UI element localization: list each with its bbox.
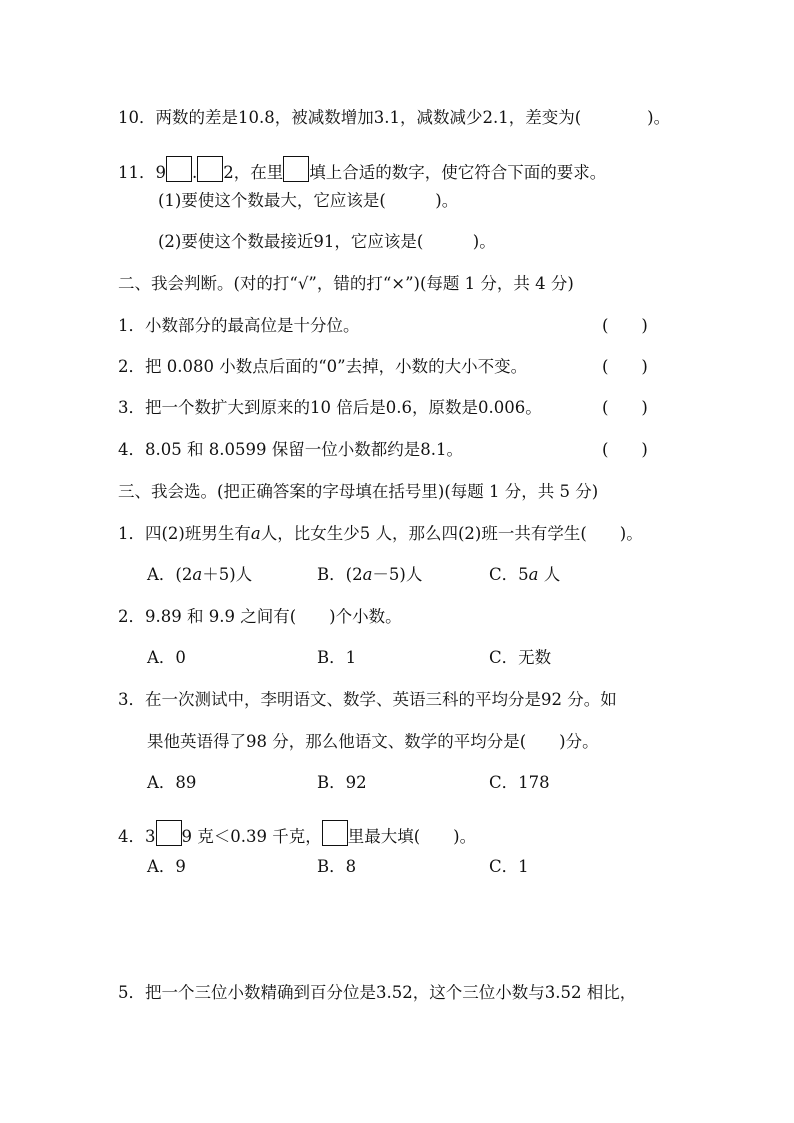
question-11 xyxy=(118,156,606,183)
q2-option-b[interactable]: B．1 xyxy=(317,648,357,667)
q4-box-legend xyxy=(322,820,348,846)
q4-mid: 9 克＜0.39 千克， xyxy=(181,827,322,846)
choice-question-2: 2．9.89 和 9.9 之间有( )个小数。 xyxy=(118,607,402,626)
q4-post: 里最大填( )。 xyxy=(347,827,477,846)
q1-option-c-post: 人 xyxy=(538,565,561,584)
q1-option-b-var: a xyxy=(362,565,373,584)
q3-option-b[interactable]: B．92 xyxy=(317,773,367,792)
q1-option-c-pre: C．5 xyxy=(489,565,529,584)
q11-number-prefix: 11．9 xyxy=(118,163,166,182)
question-10: 10．两数的差是10.8，被减数增加3.1，减数减少2.1，差变为( )。 xyxy=(118,108,671,127)
judge-item-1: 1．小数部分的最高位是十分位。 xyxy=(118,316,360,335)
q1-text-b: 人，比女生少5 人，那么四(2)班一共有学生( )。 xyxy=(260,524,643,543)
q11-digit-box-2[interactable] xyxy=(197,156,223,182)
q1-option-a-var: a xyxy=(192,565,203,584)
q3-option-c[interactable]: C．178 xyxy=(489,773,550,792)
judge-answer-2[interactable]: ( ) xyxy=(602,357,648,376)
q4-option-c[interactable]: C．1 xyxy=(489,857,529,876)
judge-answer-3[interactable]: ( ) xyxy=(602,398,648,417)
q2-option-c[interactable]: C．无数 xyxy=(489,648,552,667)
question-11-sub-2: (2)要使这个数最接近91，它应该是( )。 xyxy=(158,232,496,251)
q11-digit-box-1[interactable] xyxy=(166,156,192,182)
q1-text-a: 1．四(2)班男生有 xyxy=(118,524,251,543)
q1-option-a-post: ＋5)人 xyxy=(202,565,253,584)
section-3-title: 三、我会选。(把正确答案的字母填在括号里)(每题 1 分，共 5 分) xyxy=(118,482,599,501)
q4-option-a[interactable]: A．9 xyxy=(147,857,186,876)
judge-item-4: 4．8.05 和 8.0599 保留一位小数都约是8.1。 xyxy=(118,440,463,459)
q1-option-c[interactable] xyxy=(489,565,560,585)
q11-decimal-point: . xyxy=(192,163,198,182)
choice-question-3-line-2: 果他英语得了98 分，那么他语文、数学的平均分是( )分。 xyxy=(147,732,599,751)
q1-option-b-post: －5)人 xyxy=(372,565,423,584)
q11-box-legend xyxy=(283,156,309,182)
q4-option-b[interactable]: B．8 xyxy=(317,857,357,876)
choice-question-4 xyxy=(118,820,476,847)
choice-question-3-line-1: 3．在一次测试中，李明语文、数学、英语三科的平均分是92 分。如 xyxy=(118,690,617,709)
q11-digit-tail: 2，在里 xyxy=(223,163,284,182)
q2-option-a[interactable]: A．0 xyxy=(147,648,186,667)
judge-item-2: 2．把 0.080 小数点后面的“0”去掉，小数的大小不变。 xyxy=(118,357,528,376)
q11-instruction: 填上合适的数字，使它符合下面的要求。 xyxy=(309,163,607,182)
q1-option-a-pre: A．(2 xyxy=(147,565,193,584)
judge-answer-1[interactable]: ( ) xyxy=(602,316,648,335)
q3-option-a[interactable]: A．89 xyxy=(147,773,197,792)
q1-option-a[interactable] xyxy=(147,565,252,585)
choice-question-1 xyxy=(118,524,643,544)
q1-option-c-var: a xyxy=(528,565,539,584)
q1-option-b-pre: B．(2 xyxy=(317,565,363,584)
judge-answer-4[interactable]: ( ) xyxy=(602,440,648,459)
judge-item-3: 3．把一个数扩大到原来的10 倍后是0.6，原数是0.006。 xyxy=(118,398,542,417)
q1-variable: a xyxy=(250,524,261,543)
section-2-title: 二、我会判断。(对的打“√”，错的打“×”)(每题 1 分，共 4 分) xyxy=(118,274,574,293)
q1-option-b[interactable] xyxy=(317,565,422,585)
question-11-sub-1: (1)要使这个数最大，它应该是( )。 xyxy=(158,191,459,210)
q4-pre: 4．3 xyxy=(118,827,156,846)
choice-question-5: 5．把一个三位小数精确到百分位是3.52，这个三位小数与3.52 相比， xyxy=(118,983,637,1002)
q4-digit-box[interactable] xyxy=(156,820,182,846)
